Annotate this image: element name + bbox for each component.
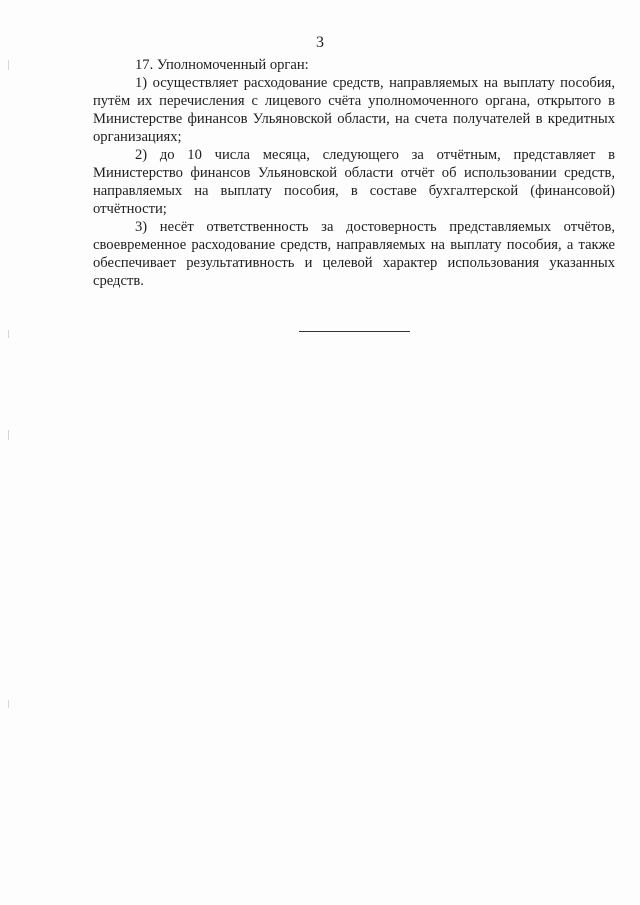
- list-item-3: 3) несёт ответственность за достоверность представляемых отчётов, своевременное расходование средств, направляемых на выплату пособия, а также обеспечивает результативность и целевой характер использования указанных средств.: [93, 219, 615, 289]
- end-divider-line: [299, 331, 410, 332]
- section-heading: 17. Уполномоченный орган:: [135, 57, 309, 73]
- scan-edge-mark: [8, 60, 9, 70]
- list-item-1: 1) осуществляет расходование средств, направляемых на выплату пособия, путём их перечисления с лицевого счёта уполномоченного органа, открытого в Министерстве финансов Ульяновской области, на счета получателей в кредитных организациях;: [93, 75, 615, 145]
- scan-edge-mark: [8, 330, 9, 338]
- page-number: 3: [316, 34, 324, 51]
- scan-edge-mark: [8, 430, 9, 440]
- list-item-2: 2) до 10 числа месяца, следующего за отчётным, представляет в Министерство финансов Ульяновской области отчёт об использовании средств, направляемых на выплату пособия, в составе бухгалтерской (финансовой) отчётности;: [93, 147, 615, 217]
- scan-edge-mark: [8, 700, 9, 708]
- document-body: [93, 56, 615, 290]
